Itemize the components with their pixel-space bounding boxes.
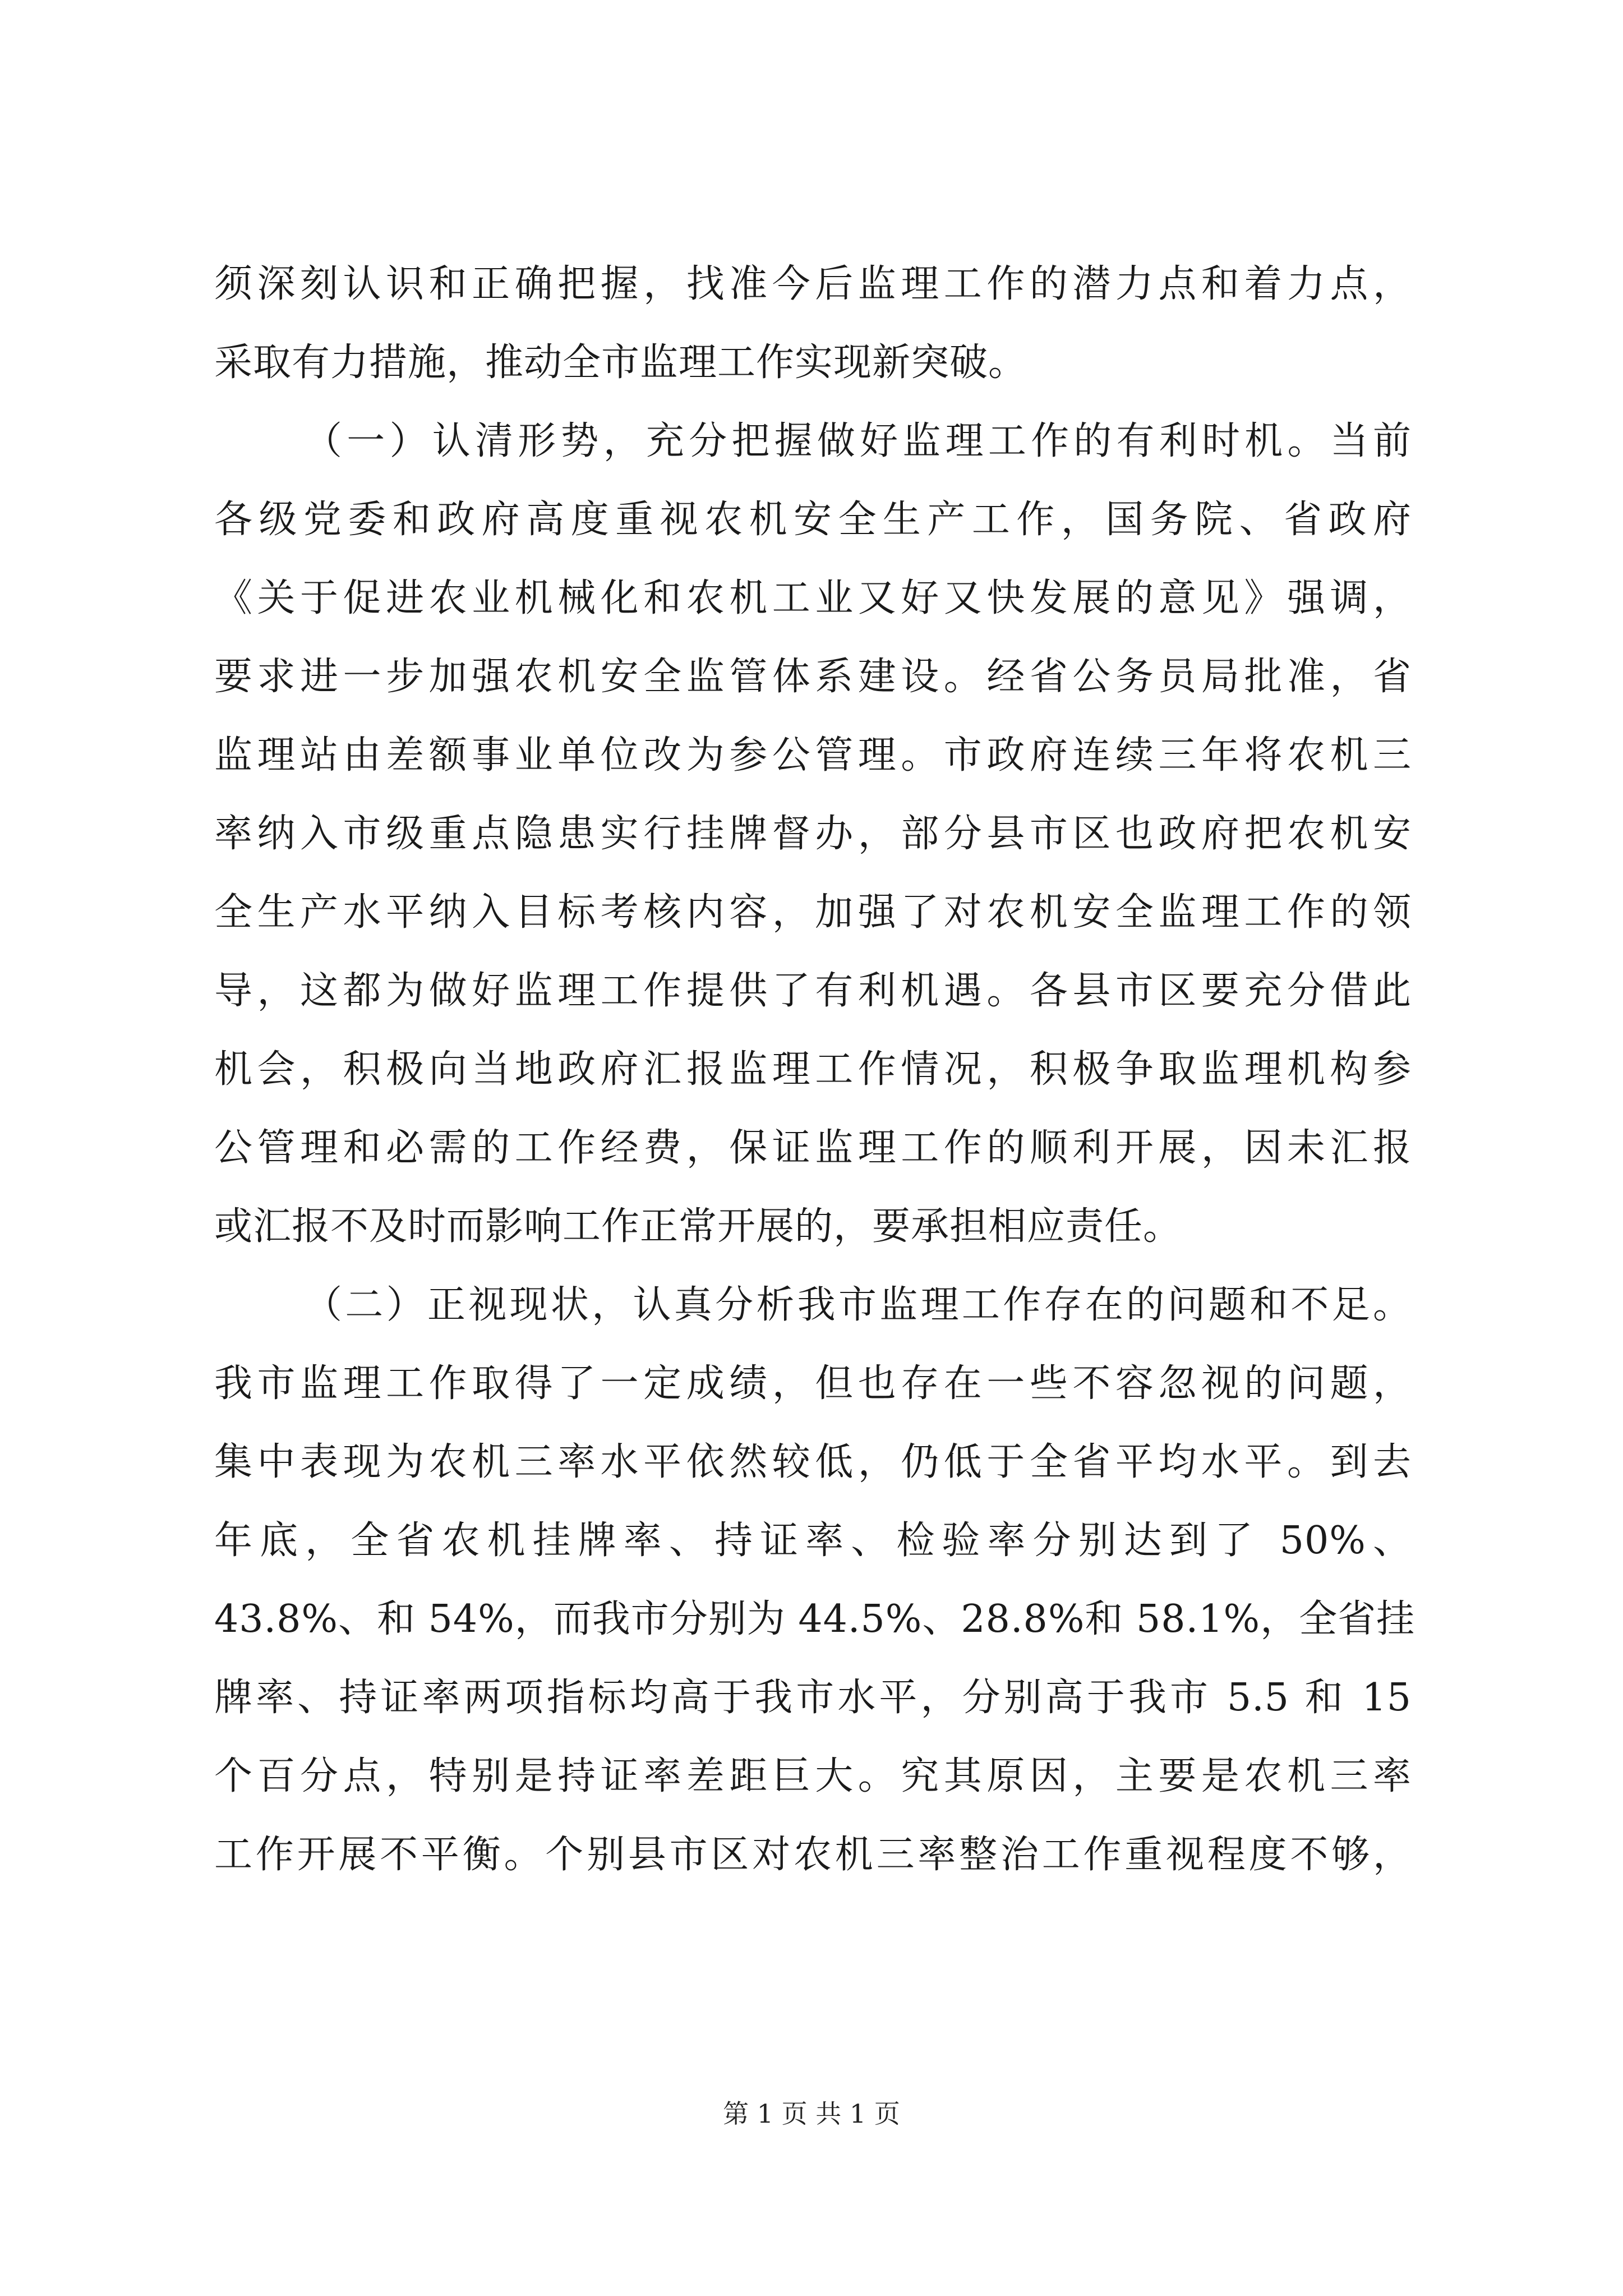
body-line-10: 导，这都为做好监理工作提供了有利机遇。各县市区要充分借此 (214, 969, 1412, 1013)
body-line-1: 须深刻认识和正确把握，找准今后监理工作的潜力点和着力点， (214, 262, 1412, 306)
body-line-16: 集中表现为农机三率水平依然较低，仍低于全省平均水平。到去 (214, 1440, 1412, 1484)
body-line-4: 各级党委和政府高度重视农机安全生产工作，国务院、省政府 (214, 498, 1412, 542)
body-line-20: 个百分点，特别是持证率差距巨大。究其原因，主要是农机三率 (214, 1754, 1412, 1798)
body-line-7: 监理站由差额事业单位改为参公管理。市政府连续三年将农机三 (214, 733, 1412, 777)
body-line-6: 要求进一步加强农机安全监管体系建设。经省公务员局批准，省 (214, 655, 1412, 699)
body-line-17: 年底，全省农机挂牌率、持证率、检验率分别达到了 50%、 (214, 1519, 1412, 1563)
body-line-18: 43.8%、和 54%，而我市分别为 44.5%、28.8%和 58.1%，全省挂 (214, 1597, 1415, 1641)
body-line-8: 率纳入市级重点隐患实行挂牌督办，部分县市区也政府把农机安 (214, 812, 1412, 856)
body-line-11: 机会，积极向当地政府汇报监理工作情况，积极争取监理机构参 (214, 1047, 1412, 1092)
body-line-12: 公管理和必需的工作经费，保证监理工作的顺利开展，因未汇报 (214, 1126, 1412, 1170)
body-line-19: 牌率、持证率两项指标均高于我市水平，分别高于我市 5.5 和 15 (214, 1676, 1412, 1720)
paragraph-2-heading-line: （二）正视现状，认真分析我市监理工作存在的问题和不足。 (304, 1283, 1412, 1327)
body-line-15: 我市监理工作取得了一定成绩，但也存在一些不容忽视的问题， (214, 1361, 1412, 1406)
paragraph-1-heading-line: （一）认清形势，充分把握做好监理工作的有利时机。当前 (304, 419, 1412, 463)
body-line-21: 工作开展不平衡。个别县市区对农机三率整治工作重视程度不够， (214, 1833, 1412, 1877)
page-footer: 第 1 页 共 1 页 (723, 2099, 900, 2129)
body-line-5: 《关于促进农业机械化和农机工业又好又快发展的意见》强调， (214, 576, 1412, 620)
body-line-9: 全生产水平纳入目标考核内容，加强了对农机安全监理工作的领 (214, 890, 1412, 935)
body-line-13: 或汇报不及时而影响工作正常开展的，要承担相应责任。 (214, 1204, 1182, 1249)
body-line-2: 采取有力措施，推动全市监理工作实现新突破。 (214, 341, 1027, 385)
